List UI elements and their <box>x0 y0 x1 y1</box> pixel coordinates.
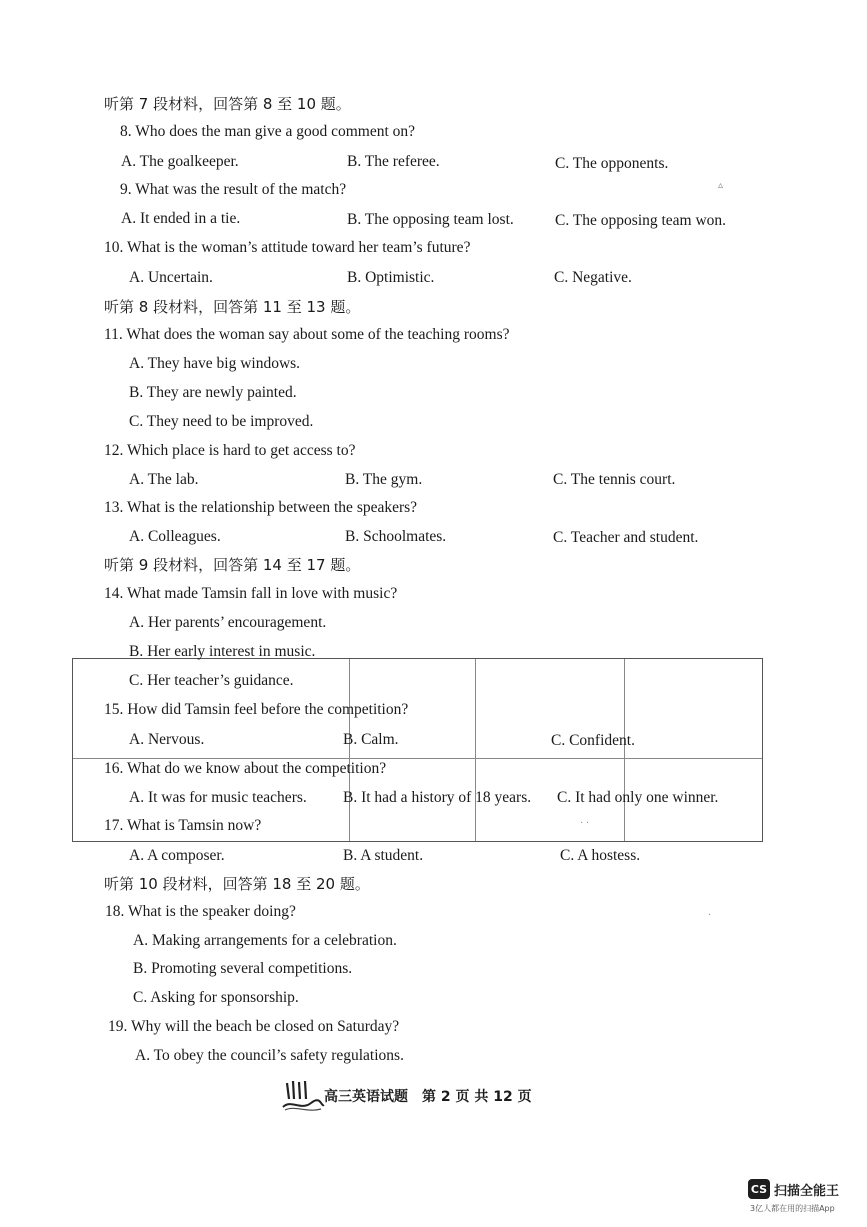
q16-option-c: C. It had only one winner. <box>557 789 719 806</box>
q9-option-b: B. The opposing team lost. <box>347 211 514 228</box>
q11-option-b: B. They are newly painted. <box>129 384 297 401</box>
q10-option-b: B. Optimistic. <box>347 269 435 286</box>
q12-option-a: A. The lab. <box>129 471 199 488</box>
q14-option-b: B. Her early interest in music. <box>129 643 316 660</box>
q12-option-c: C. The tennis court. <box>553 471 676 488</box>
question-11: 11. What does the woman say about some of the teaching rooms? <box>104 326 510 343</box>
q17-option-a: A. A composer. <box>129 847 225 864</box>
question-18: 18. What is the speaker doing? <box>105 903 296 920</box>
q13-option-a: A. Colleagues. <box>129 528 221 545</box>
q13-option-b: B. Schoolmates. <box>345 528 447 545</box>
question-16: 16. What do we know about the competition? <box>104 760 387 777</box>
camscanner-logo-icon: CS <box>748 1179 770 1199</box>
brand-name: 扫描全能王 <box>774 1183 840 1199</box>
section-heading: 听第 8 段材料，回答第 11 至 13 题。 <box>104 298 361 316</box>
q11-option-a: A. They have big windows. <box>129 355 301 372</box>
question-9: 9. What was the result of the match? <box>120 181 347 198</box>
q13-option-c: C. Teacher and student. <box>553 529 699 546</box>
question-12: 12. Which place is hard to get access to? <box>104 442 356 459</box>
q8-option-b: B. The referee. <box>347 153 440 170</box>
q19-option-a: A. To obey the council’s safety regulations. <box>135 1047 404 1064</box>
q14-option-c: C. Her teacher’s guidance. <box>129 672 294 689</box>
q17-option-b: B. A student. <box>343 847 424 864</box>
q10-option-c: C. Negative. <box>554 269 632 286</box>
q14-option-a: A. Her parents’ encouragement. <box>129 614 327 631</box>
q17-option-c: C. A hostess. <box>560 847 641 864</box>
section-heading: 听第 10 段材料，回答第 18 至 20 题。 <box>104 875 370 893</box>
question-17: 17. What is Tamsin now? <box>104 817 262 834</box>
q16-option-a: A. It was for music teachers. <box>129 789 307 806</box>
grid-divider <box>349 659 350 841</box>
grid-divider <box>475 659 476 841</box>
signature-stamp-icon <box>281 1077 325 1113</box>
scanner-watermark <box>748 1179 839 1199</box>
question-8: 8. Who does the man give a good comment on? <box>120 123 416 140</box>
section-heading: 听第 7 段材料，回答第 8 至 10 题。 <box>104 95 351 113</box>
q15-option-a: A. Nervous. <box>129 731 205 748</box>
q18-option-a: A. Making arrangements for a celebration. <box>133 932 397 949</box>
scan-speck: · <box>708 910 712 921</box>
q18-option-c: C. Asking for sponsorship. <box>133 989 299 1006</box>
q15-option-c: C. Confident. <box>551 732 635 749</box>
brand-tagline: 3亿人都在用的扫描App <box>750 1204 835 1213</box>
question-13: 13. What is the relationship between the speakers? <box>104 499 418 516</box>
scan-speck: ▵ <box>718 180 724 191</box>
q15-option-b: B. Calm. <box>343 731 399 748</box>
q12-option-b: B. The gym. <box>345 471 423 488</box>
q11-option-c: C. They need to be improved. <box>129 413 314 430</box>
scan-speck: · · <box>580 818 590 829</box>
q9-option-c: C. The opposing team won. <box>555 212 727 229</box>
page-footer: 高三英语试题 第 2 页 共 12 页 <box>324 1089 532 1105</box>
q8-option-c: C. The opponents. <box>555 155 669 172</box>
q18-option-b: B. Promoting several competitions. <box>133 960 353 977</box>
question-14: 14. What made Tamsin fall in love with music? <box>104 585 398 602</box>
q9-option-a: A. It ended in a tie. <box>121 210 241 227</box>
question-15: 15. How did Tamsin feel before the competition? <box>104 701 409 718</box>
q10-option-a: A. Uncertain. <box>129 269 213 286</box>
q16-option-b: B. It had a history of 18 years. <box>343 789 532 806</box>
question-19: 19. Why will the beach be closed on Saturday? <box>108 1018 400 1035</box>
question-10: 10. What is the woman’s attitude toward her team’s future? <box>104 239 471 256</box>
q8-option-a: A. The goalkeeper. <box>121 153 239 170</box>
section-heading: 听第 9 段材料，回答第 14 至 17 题。 <box>104 556 361 574</box>
